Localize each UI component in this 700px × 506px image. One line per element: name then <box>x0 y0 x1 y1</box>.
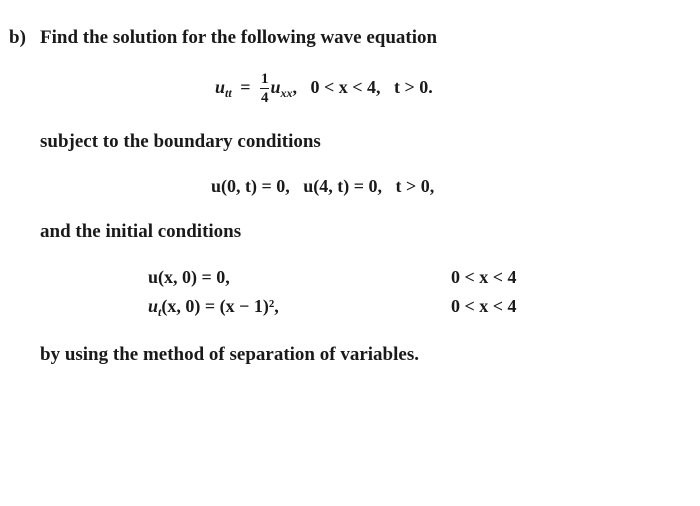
pde-rhs-sub: xx <box>280 86 293 101</box>
pde-coef-den: 4 <box>260 90 269 106</box>
pde-domain: , 0 < x < 4, t > 0. <box>292 77 433 98</box>
pde-lhs: u <box>215 77 226 98</box>
pde-equals: = <box>240 77 251 98</box>
pde-rhs: u <box>270 77 281 98</box>
wave-equation <box>215 72 433 106</box>
problem-outro: by using the method of separation of variables. <box>40 344 419 365</box>
ic-intro: and the initial conditions <box>40 221 242 242</box>
problem-label: b) <box>9 27 26 48</box>
pde-coefficient <box>260 72 270 106</box>
ic-1-expr: u(x, 0) = 0, <box>148 267 230 287</box>
ic-2-expr: $u_t(x$, 0) = (x − 1)², <box>148 296 279 319</box>
bc-intro: subject to the boundary conditions <box>40 131 321 152</box>
ic-2-rest: (x, 0) = (x − 1)², <box>161 296 279 316</box>
ic-1-domain: 0 < x < 4 <box>451 267 517 287</box>
pde-lhs-sub: tt <box>225 86 232 101</box>
boundary-conditions: u(0, t) = 0, u(4, t) = 0, t > 0, <box>211 176 435 196</box>
problem-intro: Find the solution for the following wave equation <box>40 27 438 48</box>
ic-2-domain: 0 < x < 4 <box>451 296 517 316</box>
pde-coef-num: 1 <box>260 71 269 87</box>
